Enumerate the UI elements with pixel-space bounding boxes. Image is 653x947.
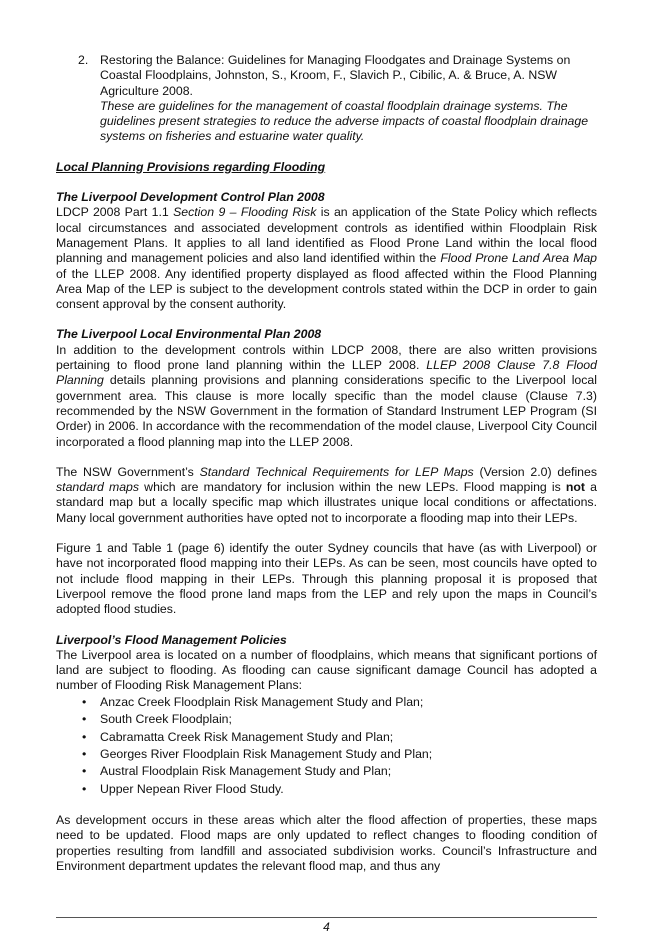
plans-list	[56, 694, 597, 798]
bullet-icon: •	[82, 694, 87, 709]
document-page	[56, 53, 597, 874]
reference-number: 2.	[78, 53, 89, 67]
page-number: 4	[323, 920, 330, 934]
closing-paragraph: As development occurs in these areas which alter the flood affection of properties, these maps need to be updated. Flood maps are only updated to reflect changes to flooding condition of properties resulting from landfill and associated subdivision works. Council’s Infrastructure and Environment department updates the relevant flood map, and thus any	[56, 813, 597, 874]
policies-heading: Liverpool’s Flood Management Policies	[56, 632, 287, 647]
llep-paragraph: In addition to the development controls within LDCP 2008, there are also written provisions pertaining to flood prone land planning within the LLEP 2008. LLEP 2008 Clause 7.8 Flood Planning details planning provisions and planning considerations specific to the Liverpool local government area. This clause is more locally specific than the model clause (Clause 7.3) recommended by the NSW Government in the formation of Standard Instrument LEP Program (SI Order) in 2006. In accordance with the recommendation of the model clause, Liverpool City Council incorporated a flood planning map into the LLEP 2008.	[56, 342, 597, 449]
reference-citation: Restoring the Balance: Guidelines for Managing Floodgates and Drainage Systems on Coastal Floodplains, Johnston, S., Kroom, F., Slavich P., Cibilic, A. & Bruce, A. NSW Agriculture 2008.	[100, 53, 571, 98]
list-item: • Cabramatta Creek Risk Management Study and Plan;	[100, 729, 597, 746]
bullet-icon: •	[82, 781, 87, 796]
bullet-icon: •	[82, 712, 87, 727]
list-item: • Anzac Creek Floodplain Risk Management Study and Plan;	[100, 694, 597, 711]
ldcp-paragraph: LDCP 2008 Part 1.1 Section 9 – Flooding Risk is an application of the State Policy which reflects local circumstances and associated development controls as identified within Floodplain Risk Management Plans. It applies to all land identified as Flood Prone Land within the local flood planning and management policies and also land identified within the Flood Prone Land Area Map of the LLEP 2008. Any identified property displayed as flood affected within the Flood Planning Area Map of the LEP is subject to the development controls stated within the DCP in order to gain consent approval by the consent authority.	[56, 205, 598, 312]
llep-heading: The Liverpool Local Environmental Plan 2008	[56, 327, 322, 342]
maps-paragraph: The NSW Government’s Standard Technical Requirements for LEP Maps (Version 2.0) defines standard maps which are mandatory for inclusion within the new LEPs. Flood mapping is not a standard map but a locally specific map which illustrates unique local conditions or affectations. Many local government authorities have opted not to incorporate a flooding map into their LEPs.	[56, 464, 598, 525]
list-item: • Upper Nepean River Flood Study.	[100, 781, 597, 798]
list-item: • Georges River Floodplain Risk Management Study and Plan;	[100, 746, 597, 763]
reference-note: These are guidelines for the management of coastal floodplain drainage systems. The guidelines present strategies to reduce the adverse impacts of coastal floodplain drainage systems on fisheries and estuarine water quality.	[100, 98, 589, 144]
reference-item	[56, 53, 597, 145]
list-item: • Austral Floodplain Risk Management Study and Plan;	[100, 763, 597, 780]
bullet-icon: •	[82, 729, 87, 744]
bullet-icon: •	[82, 764, 87, 779]
figure-paragraph: Figure 1 and Table 1 (page 6) identify the outer Sydney councils that have (as with Liverpool) or have not incorporated flood mapping into their LEPs. As can be seen, most councils have opted to not include flood mapping in their LEPs. Through this planning proposal it is proposed that Liverpool remove the flood prone land maps from the LEP and rely upon the maps in Council’s adopted flood studies.	[56, 541, 597, 617]
ldcp-heading: The Liverpool Development Control Plan 2008	[56, 190, 325, 205]
section-heading: Local Planning Provisions regarding Flooding	[56, 159, 326, 174]
bullet-icon: •	[82, 746, 87, 761]
policies-intro: The Liverpool area is located on a number of floodplains, which means that significant portions of land are subject to flooding. As flooding can cause significant damage Council has adopted a number of Flooding Risk Management Plans:	[56, 647, 597, 693]
reference-body	[100, 53, 597, 145]
list-item: • South Creek Floodplain;	[100, 711, 597, 728]
footer-rule	[56, 917, 597, 918]
